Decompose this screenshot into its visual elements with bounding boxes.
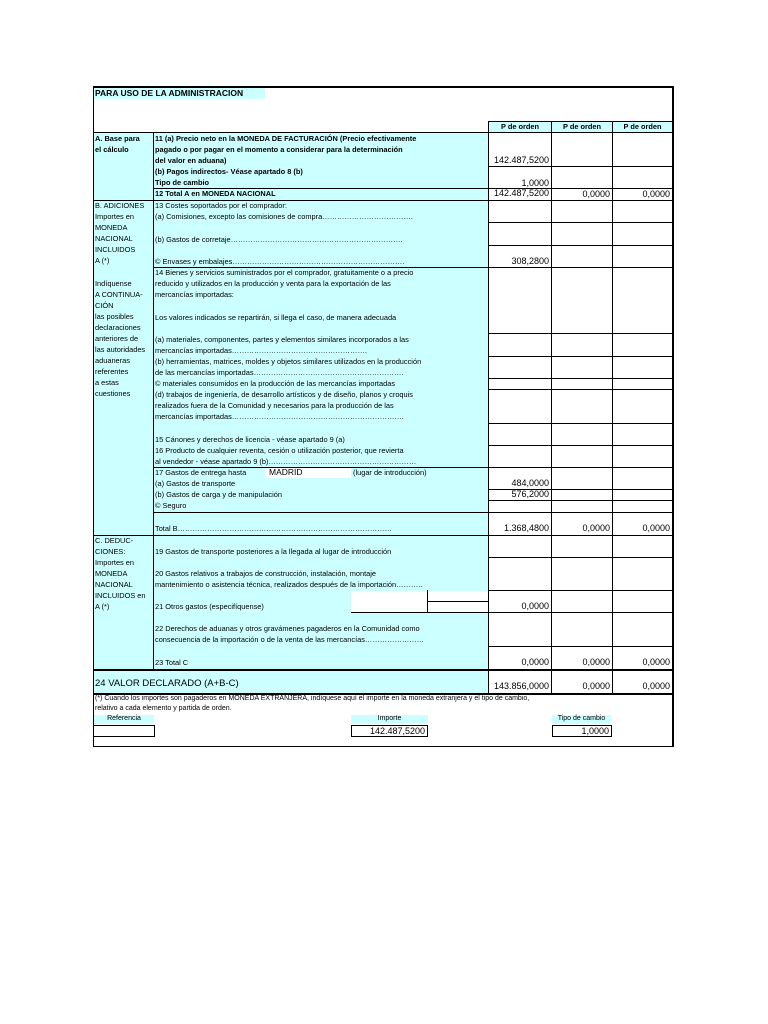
importe-label: Importe <box>377 715 402 722</box>
total-c-col3: 0,0000 <box>642 657 670 667</box>
section-b-label-line: las autoridades <box>95 345 146 354</box>
section-b-label-line: A (*) <box>95 256 110 265</box>
row-line <box>488 389 673 390</box>
item14-line: reducido y utilizados en la producción y venta para la exportación de las <box>155 279 391 288</box>
section-c-label-line: Importes en <box>95 558 135 567</box>
item17a-label: (a) Gastos de transporte <box>155 479 236 488</box>
total-c-col1: 0,0000 <box>521 657 549 667</box>
tipo-cambio-label: Tipo de cambio <box>155 178 210 187</box>
carga-value: 576,2000 <box>511 489 549 499</box>
row-line <box>488 378 673 379</box>
item11-line: del valor en aduana) <box>155 156 227 165</box>
section-b-label-line: a estas <box>95 378 119 387</box>
total-b-col1: 1.368,4800 <box>503 523 549 533</box>
otros-gastos-value: 0,0000 <box>521 601 549 611</box>
tipo-cambio-field[interactable] <box>552 725 612 737</box>
envases-value: 308,2800 <box>511 256 549 266</box>
item13c-label: © Envases y embalajes……………………………………………………………. <box>155 257 405 266</box>
item13b-label: (b) Gastos de corretaje……………………………………………………………. <box>155 235 403 244</box>
row-line <box>488 445 673 446</box>
section-a-label: A. Base para <box>95 134 140 143</box>
item16-line: al vendedor - véase apartado 9 (b)…………………………………………………… <box>155 457 417 466</box>
section-b-label-line: las posibles <box>95 312 134 321</box>
item14-line: mercancías importadas: <box>155 290 234 299</box>
item23-label: 23 Total C <box>155 658 189 667</box>
section-b-label-line: Importes en <box>95 212 135 221</box>
item11-line: pagado o por pagar en el momento a considerar para la determinación <box>155 145 403 154</box>
row-line <box>488 557 673 558</box>
total-c-col2: 0,0000 <box>582 657 610 667</box>
col-line-3 <box>551 121 552 693</box>
section-b-label-line: anteriores de <box>95 334 139 343</box>
item22-line: 22 Derechos de aduanas y otros gravámenes pagaderos en la Comunidad como <box>155 624 420 633</box>
item14-line: 14 Bienes y servicios suministrados por el comprador, gratuitamente o a precio <box>155 268 414 277</box>
item14d-line: (d) trabajos de ingeniería, de desarrollo artísticos y de diseño, planos y croquis <box>155 390 413 399</box>
admin-title: PARA USO DE LA ADMINISTRACION <box>95 88 244 98</box>
section-c-label-line: MONEDA <box>95 569 128 578</box>
row-line <box>488 500 673 501</box>
section-c-label-line: C. DEDUC- <box>95 536 134 545</box>
item17-place: MADRID <box>269 467 303 477</box>
section-b-label-line: aduaneras <box>95 356 130 365</box>
referencia-field[interactable] <box>93 725 155 737</box>
item21-label: 21 Otros gastos (especifíquense) <box>155 602 264 611</box>
item14b-line: (b) herramientas, matrices, moldes y objetos similares utilizados en la producción <box>155 357 422 366</box>
row-line <box>488 356 673 357</box>
footnote-line: (*) Cuando los importes son pagaderos en MONEDA EXTRANJERA, indíquese aquí el importe en la moneda extranjera y el tipo de cambio, <box>95 695 530 702</box>
row-line <box>351 612 673 613</box>
row-line <box>488 245 673 246</box>
section-c-total-rule <box>93 669 673 671</box>
valor-declarado-label: 24 VALOR DECLARADO (A+B-C) <box>95 678 239 689</box>
item14-note: Los valores indicados se repartirán, si llega el caso, de manera adecuada <box>155 313 397 322</box>
item22-line: consecuencia de la importación o de la venta de las mercancías…………………… <box>155 635 425 644</box>
total-a-col1: 142.487,5200 <box>493 188 549 198</box>
valor-declarado-col2: 0,0000 <box>582 681 610 691</box>
item11-line: 11 (a) Precio neto en la MONEDA DE FACTURACIÓN (Precio efectivamente <box>155 134 417 143</box>
item12-label: 12 Total A en MONEDA NACIONAL <box>155 189 276 198</box>
col-header-2: P de orden <box>562 122 602 131</box>
section-b-label-line: Indíquense <box>95 279 132 288</box>
section-b-label-line: NACIONAL <box>95 234 133 243</box>
section-b-label-line: declaraciones <box>95 323 141 332</box>
section-b-label-line: CIÓN <box>95 301 114 310</box>
section-b-c-rule <box>93 535 673 536</box>
col-header-3: P de orden <box>623 122 662 131</box>
item11b-line: (b) Pagos indirectos- Véase apartado 8 (b) <box>155 167 303 176</box>
row-line <box>488 333 673 334</box>
precio-neto-value: 142.487,5200 <box>493 155 549 165</box>
importe-value: 142.487,5200 <box>369 726 425 736</box>
valor-declarado-col3: 0,0000 <box>642 681 670 691</box>
frame-right <box>672 86 674 747</box>
item14a-line: (a) materiales, componentes, partes y elementos similares incorporados a las <box>155 335 409 344</box>
col-line-4 <box>612 121 613 693</box>
total-b-label: Total B…………………………………………………………………………… <box>155 524 392 533</box>
col-header-1: P de orden <box>500 122 540 131</box>
row-line <box>488 590 673 591</box>
row-line <box>488 423 673 424</box>
row-line <box>153 512 673 513</box>
section-c-label-line: NACIONAL <box>95 580 133 589</box>
valor-declarado-col1: 143.856,0000 <box>493 681 549 691</box>
item17c-label: © Seguro <box>155 501 187 510</box>
total-b-col2: 0,0000 <box>582 523 610 533</box>
total-a-col3: 0,0000 <box>642 189 670 199</box>
item19-label: 19 Gastos de transporte posteriores a la llegada al lugar de introducción <box>155 547 392 556</box>
header-rule <box>93 132 673 133</box>
item14b-line: de las mercancías importadas……………………………………………………. <box>155 368 404 377</box>
section-b-label-line: cuestiones <box>95 389 131 398</box>
item13-label: 13 Costes soportados por el comprador: <box>155 201 287 210</box>
col-line-1 <box>153 133 154 669</box>
section-b-label-line: referentes <box>95 367 129 376</box>
item17-place-note: (lugar de introducción) <box>353 468 427 477</box>
section-c-label-line: INCLUIDOS en <box>95 591 146 600</box>
item16-line: 16 Producto de cualquier reventa, cesión o utilización posterior, que revierta <box>155 446 404 455</box>
row-line <box>488 166 673 167</box>
item17b-label: (b) Gastos de carga y de manipulación <box>155 490 282 499</box>
referencia-label: Referencia <box>107 715 141 722</box>
row-line <box>427 601 488 602</box>
transporte-value: 484,0000 <box>511 478 549 488</box>
total-b-col3: 0,0000 <box>642 523 670 533</box>
section-b-label-line: MONEDA <box>95 223 128 232</box>
section-a-label: el cálculo <box>95 145 129 154</box>
tipo-cambio-footer-label: Tipo de cambio <box>557 715 606 722</box>
row-line <box>488 646 673 647</box>
total-a-col2: 0,0000 <box>582 189 610 199</box>
section-c-label-line: A (*) <box>95 602 110 611</box>
item15-label: 15 Cánones y derechos de licencia - véase apartado 9 (a) <box>155 435 345 444</box>
item21-box-line <box>427 590 428 612</box>
item14a-line: mercancías importadas………………………………………………. <box>155 346 367 355</box>
item14d-line: mercancías importadas……………………………………………………………. <box>155 412 404 421</box>
item20-line: 20 Gastos relativos a trabajos de construcción, instalación, montaje <box>155 569 377 578</box>
item17-label: 17 Gastos de entrega hasta <box>155 468 247 477</box>
importe-field[interactable] <box>351 725 428 737</box>
section-c-label-line: CIONES: <box>95 547 126 556</box>
frame-bottom <box>93 746 674 747</box>
item13a-label: (a) Comisiones, excepto las comisiones de compra………………………………. <box>155 212 413 221</box>
frame-left <box>93 86 94 747</box>
section-b-label-line: A CONTINUA- <box>95 290 143 299</box>
item14d-line: realizados fuera de la Comunidad y necesarios para la producción de las <box>155 401 394 410</box>
item14c-label: © materiales consumidos en la producción de las mercancías importadas <box>155 379 396 388</box>
tipo-cambio-footer-value: 1,0000 <box>581 726 609 736</box>
row-line <box>488 222 673 223</box>
tipo-cambio-value: 1,0000 <box>521 178 549 188</box>
section-b-label-line: INCLUIDOS <box>95 245 136 254</box>
footnote-line: relativo a cada elemento y partida de orden. <box>95 705 232 712</box>
item20-line: mantenimiento o asistencia técnica, realizados después de la importación……….. <box>155 580 423 589</box>
section-b-label-line: B. ADICIONES <box>95 201 145 210</box>
